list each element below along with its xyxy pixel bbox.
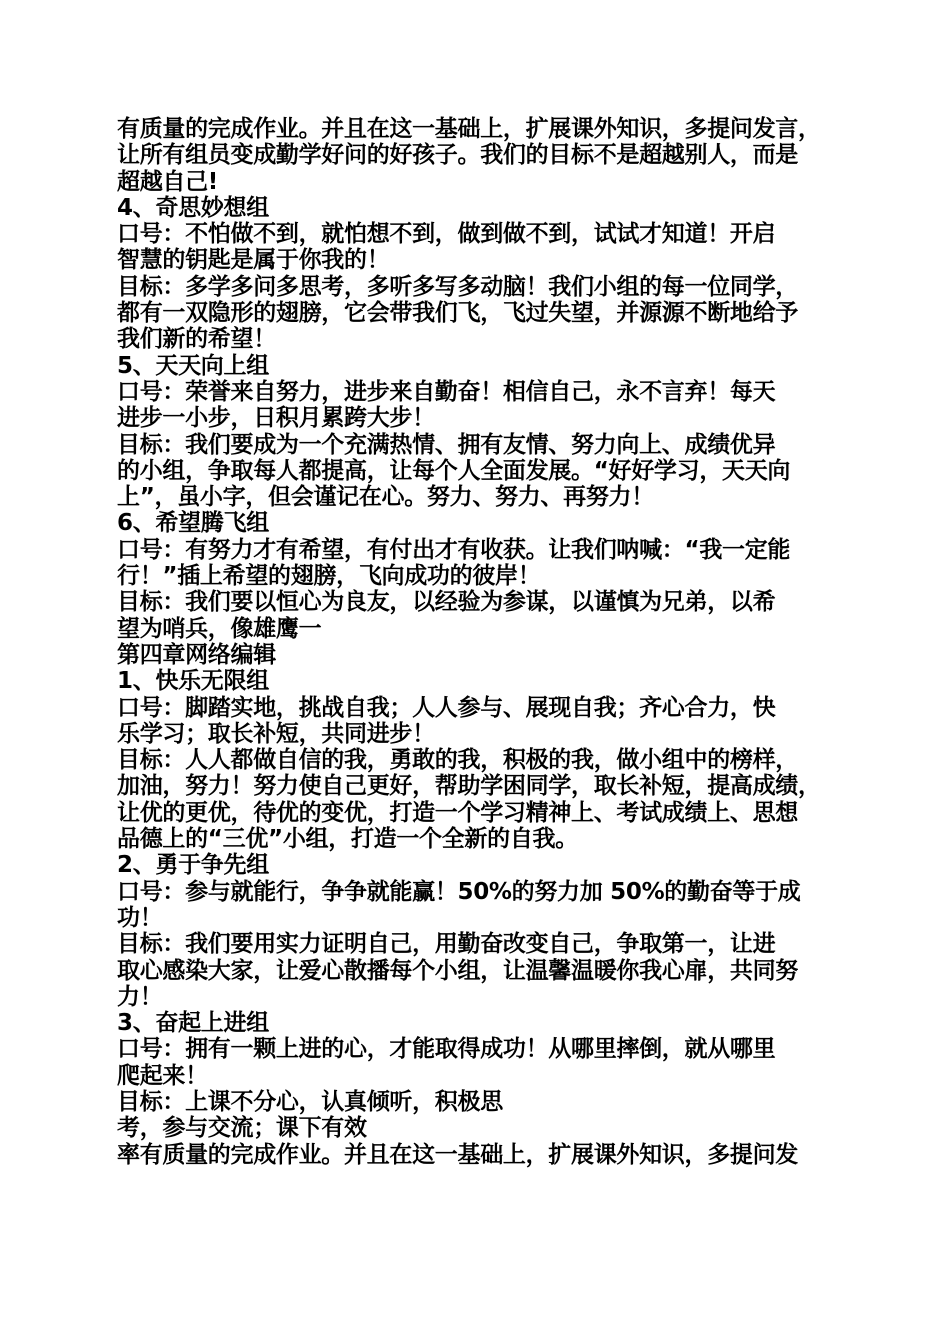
text-line: 望为哨兵，像雄鹰一 xyxy=(117,615,322,642)
text-line: 取心感染大家，让爱心散播每个小组，让温馨温暖你我心扉，共同努 xyxy=(117,957,799,984)
text-line: 口号：不怕做不到，就怕想不到，做到做不到，试试才知道！开启 xyxy=(117,221,776,248)
text-line: 考，参与交流；课下有效 xyxy=(117,1115,367,1142)
text-line: 上”，虽小字，但会谨记在心。努力、努力、再努力！ xyxy=(117,484,654,511)
text-line: 加油，努力！努力使自己更好，帮助学困同学，取长补短，提高成绩， xyxy=(117,773,821,800)
section-heading: 3、奋起上进组 xyxy=(117,1010,269,1037)
text-line: 的小组，争取每人都提高，让每个人全面发展。“好好学习，天天向 xyxy=(117,457,791,484)
text-line: 进步一小步，日积月累跨大步！ xyxy=(117,405,435,432)
text-line: 率有质量的完成作业。并且在这一基础上，扩展课外知识，多提问发 xyxy=(117,1141,799,1168)
text-line: 行！”插上希望的翅膀，飞向成功的彼岸！ xyxy=(117,563,541,590)
text-line: 品德上的“三优”小组，打造一个全新的自我。 xyxy=(117,826,578,853)
document-page xyxy=(117,116,847,1168)
text-line: 乐学习；取长补短，共同进步！ xyxy=(117,720,435,747)
text-line: 目标：多学多问多思考，多听多写多动脑！我们小组的每一位同学， xyxy=(117,273,799,300)
section-heading: 2、勇于争先组 xyxy=(117,852,269,879)
text-line: 目标：我们要用实力证明自己，用勤奋改变自己，争取第一，让进 xyxy=(117,931,776,958)
text-line: 超越自己! xyxy=(117,168,218,195)
section-heading: 5、天天向上组 xyxy=(117,352,269,379)
text-line: 我们新的希望！ xyxy=(117,326,276,353)
text-line: 目标：上课不分心，认真倾听，积极思 xyxy=(117,1088,503,1115)
text-line: 让所有组员变成勤学好问的好孩子。我们的目标不是超越别人，而是 xyxy=(117,142,799,169)
chapter-heading: 第四章网络编辑 xyxy=(117,641,276,668)
text-line: 智慧的钥匙是属于你我的！ xyxy=(117,247,390,274)
section-heading: 4、奇思妙想组 xyxy=(117,194,269,221)
text-line: 让优的更优，待优的变优，打造一个学习精神上、考试成绩上、思想 xyxy=(117,799,799,826)
text-line: 口号：参与就能行，争争就能赢！50%的努力加 50%的勤奋等于成 xyxy=(117,878,801,905)
text-line: 目标：我们要成为一个充满热情、拥有友情、努力向上、成绩优异 xyxy=(117,431,776,458)
text-line: 口号：拥有一颗上进的心，才能取得成功！从哪里摔倒，就从哪里 xyxy=(117,1036,776,1063)
text-line: 力！ xyxy=(117,983,163,1010)
text-line: 都有一双隐形的翅膀，它会带我们飞，飞过失望，并源源不断地给予 xyxy=(117,300,799,327)
text-line: 有质量的完成作业。并且在这一基础上，扩展课外知识，多提问发言， xyxy=(117,116,821,142)
text-line: 爬起来！ xyxy=(117,1062,208,1089)
text-line: 口号：脚踏实地，挑战自我；人人参与、展现自我；齐心合力，快 xyxy=(117,694,776,721)
text-line: 口号：有努力才有希望，有付出才有收获。让我们呐喊：“我一定能 xyxy=(117,536,791,563)
text-line: 功！ xyxy=(117,904,163,931)
section-heading: 1、快乐无限组 xyxy=(117,668,269,695)
text-line: 口号：荣誉来自努力，进步来自勤奋！相信自己，永不言弃！每天 xyxy=(117,378,776,405)
text-line: 目标：我们要以恒心为良友，以经验为参谋，以谨慎为兄弟，以希 xyxy=(117,589,776,616)
text-line: 目标：人人都做自信的我，勇敢的我，积极的我，做小组中的榜样， xyxy=(117,747,799,774)
section-heading: 6、希望腾飞组 xyxy=(117,510,269,537)
